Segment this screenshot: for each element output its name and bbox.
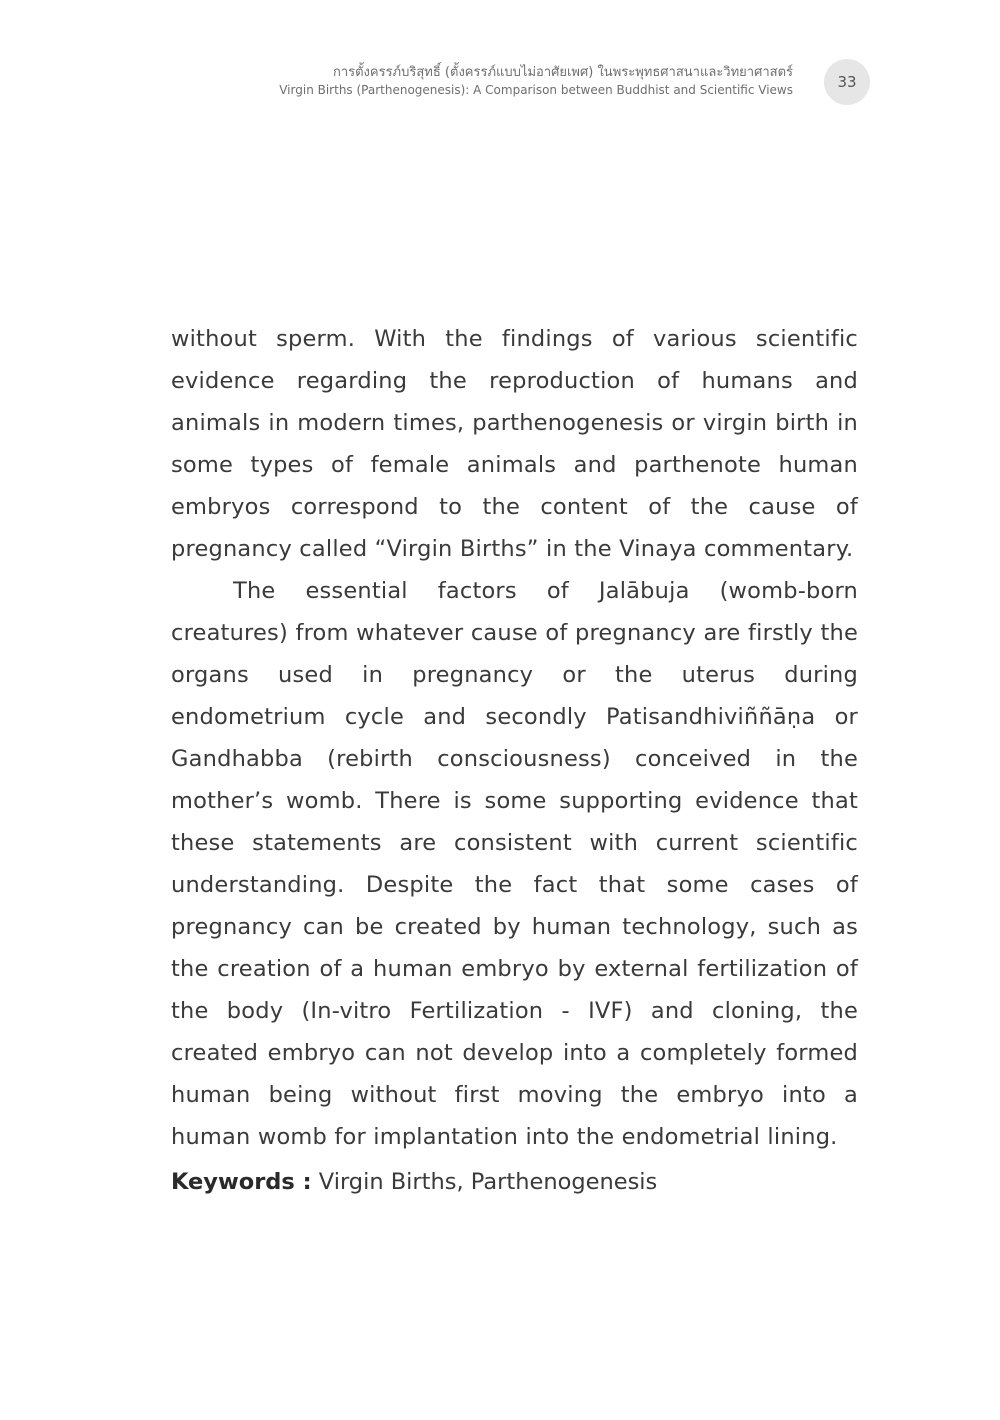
- page-number-badge: 33: [824, 59, 870, 105]
- paragraph-continued: without sperm. With the findings of various scientific evidence regarding the reproduction of humans and animals in modern times, parthenogenesis or virgin birth in some types of female animals and parthenote human embryos correspond to the content of the cause of pregnancy called “Virgin Births” in the Vinaya commentary.: [171, 326, 858, 562]
- keywords-line: [171, 1161, 858, 1203]
- header-english-title: Virgin Births (Parthenogenesis): A Comparison between Buddhist and Scientific Views: [279, 83, 793, 97]
- keywords-label: Keywords :: [171, 1169, 312, 1195]
- running-header: [279, 64, 793, 98]
- paragraph-essential-factors: The essential factors of Jalābuja (womb-born creatures) from whatever cause of pregnancy are firstly the organs used in pregnancy or the uterus during endometrium cycle and secondly Patisandhiviññāṇa or Gandhabba (rebirth consciousness) conceived in the mother’s womb. There is some supporting evidence that these statements are consistent with current scientific understanding. Despite the fact that some cases of pregnancy can be created by human technology, such as the creation of a human embryo by external fertilization of the body (In-vitro Fertilization - IVF) and cloning, the created embryo can not develop into a completely formed human being without first moving the embryo into a human womb for implantation into the endometrial lining.: [171, 578, 858, 1150]
- abstract-body: [171, 318, 858, 1158]
- header-thai-title: การตั้งครรภ์บริสุทธิ์ (ตั้งครรภ์แบบไม่อาศัยเพศ) ในพระพุทธศาสนาและวิทยาศาสตร์: [332, 65, 793, 80]
- keywords-value: Virgin Births, Parthenogenesis: [318, 1169, 658, 1195]
